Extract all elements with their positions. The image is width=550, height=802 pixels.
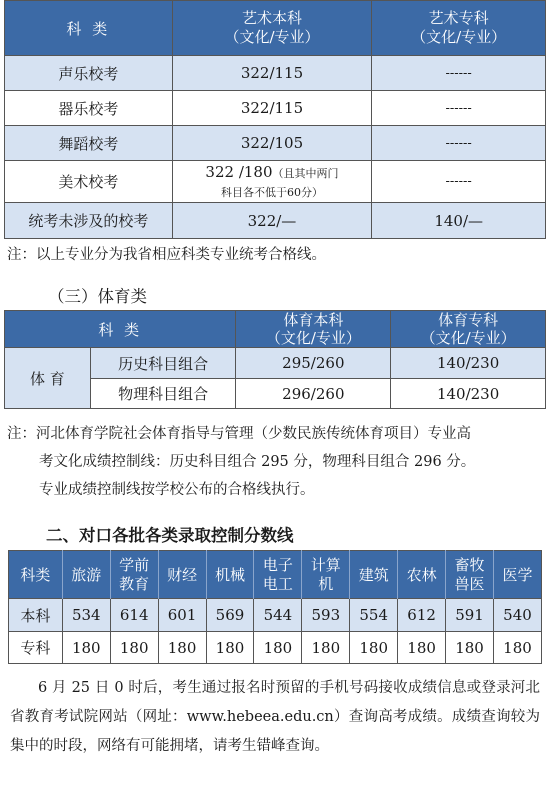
header-col-text: 财经	[167, 566, 198, 584]
header-col-text: 建筑	[358, 566, 389, 584]
header-col	[62, 551, 110, 599]
score-query-paragraph: 6 月 25 日 0 时后，考生通过报名时预留的手机号码接收成绩信息或登录河北省教育考试院网站（网址：www.hebeea.edu.cn）查询高考成绩。成绩查询较为集中的时段，网络有可能拥堵，请考生错峰查询。	[10, 680, 540, 754]
header-art-ben	[172, 1, 372, 56]
header-col	[398, 551, 446, 599]
row-value: 614	[110, 599, 158, 632]
header-col	[158, 551, 206, 599]
row-value: 180	[62, 632, 110, 664]
header-col-text: 医学	[502, 566, 533, 584]
row-zhuan: ------	[445, 174, 472, 189]
row-subject: 美术校考	[5, 161, 173, 203]
header-sports-zhuan	[391, 311, 546, 348]
table-row	[5, 126, 546, 161]
sports-category: 体 育	[5, 348, 91, 409]
header-subject: 科 类	[5, 311, 236, 348]
row-ben-note: （且其中两门	[272, 166, 339, 180]
header-col-text: 机械	[214, 566, 245, 584]
sports-score-table	[4, 310, 546, 409]
header-col	[302, 551, 350, 599]
header-art-ben-sub: （文化/专业）	[224, 28, 320, 46]
row-value: 593	[302, 599, 350, 632]
sports-note-line: 专业成绩控制线按学校公布的合格线执行。	[39, 482, 315, 498]
header-col-text: 旅游	[71, 566, 102, 584]
row-value: 180	[302, 632, 350, 664]
row-zhuan: 140/230	[391, 379, 546, 409]
header-col-text: 学前	[119, 555, 150, 574]
header-col	[254, 551, 302, 599]
row-value: 544	[254, 599, 302, 632]
art-table-header	[5, 1, 546, 56]
duikou-score-table	[8, 550, 542, 664]
row-value: 180	[398, 632, 446, 664]
row-combo: 历史科目组合	[90, 348, 236, 379]
row-ben: 322/—	[172, 203, 372, 239]
row-ben: 295/260	[236, 348, 391, 379]
row-value: 180	[503, 638, 532, 657]
row-value: 540	[503, 606, 532, 624]
row-ben: 322/115	[172, 56, 372, 91]
row-value: 534	[62, 599, 110, 632]
row-ben-value: 322 /180	[205, 162, 273, 181]
table-row	[9, 632, 542, 664]
art-note: 注：以上专业分为我省相应科类专业统考合格线。	[7, 247, 326, 263]
sports-heading: （三）体育类	[48, 287, 147, 306]
art-score-table	[4, 0, 546, 239]
header-col	[110, 551, 158, 599]
row-ben-line1	[173, 162, 372, 183]
header-col-text: 电子	[262, 555, 293, 574]
row-ben: 296/260	[236, 379, 391, 409]
row-value: 180	[110, 632, 158, 664]
row-value: 591	[446, 599, 494, 632]
header-col	[350, 551, 398, 599]
row-zhuan: 140/—	[434, 211, 483, 230]
row-ben	[172, 161, 372, 203]
row-label: 专科	[9, 632, 63, 664]
sports-note-line: 考文化成绩控制线：历史科目组合 295 分，物理科目组合 296 分。	[39, 454, 476, 470]
row-ben-note-line2: 科目各不低于60分）	[220, 185, 323, 199]
header-sports-ben-title: 体育本科	[283, 311, 344, 329]
header-col-text: 农林	[406, 566, 437, 584]
row-ben: 322/105	[172, 126, 372, 161]
sports-table-header	[5, 311, 546, 348]
header-category: 科类	[9, 551, 63, 599]
row-subject: 统考未涉及的校考	[5, 203, 173, 239]
header-art-zhuan-sub: （文化/专业）	[411, 28, 507, 46]
header-art-ben-title: 艺术本科	[241, 9, 302, 27]
header-sports-ben-sub: （文化/专业）	[265, 329, 361, 347]
row-value: 554	[350, 599, 398, 632]
table-row	[5, 348, 546, 379]
table-row	[5, 56, 546, 91]
header-art-zhuan	[372, 1, 546, 56]
header-art-zhuan-title: 艺术专科	[428, 9, 489, 27]
row-value: 601	[158, 599, 206, 632]
row-zhuan: ------	[445, 65, 472, 81]
table-row	[9, 599, 542, 632]
sports-note	[7, 420, 547, 504]
row-value: 180	[206, 632, 254, 664]
header-sports-zhuan-title: 体育专科	[438, 311, 499, 329]
header-col-text: 电工	[262, 574, 293, 593]
row-value: 612	[398, 599, 446, 632]
header-sports-zhuan-sub: （文化/专业）	[420, 329, 516, 347]
header-col	[206, 551, 254, 599]
header-col-text: 计算	[310, 555, 341, 574]
row-value: 180	[446, 632, 494, 664]
row-value: 569	[206, 599, 254, 632]
header-col-text: 兽医	[454, 574, 485, 593]
row-subject: 声乐校考	[5, 56, 173, 91]
row-zhuan: 140/230	[391, 348, 546, 379]
row-value: 180	[158, 632, 206, 664]
table-row	[5, 203, 546, 239]
header-subject: 科 类	[5, 1, 173, 56]
row-ben: 322/115	[172, 91, 372, 126]
row-value: 180	[350, 632, 398, 664]
sports-note-line: 注：河北体育学院社会体育指导与管理（少数民族传统体育项目）专业高	[7, 426, 471, 442]
duikou-heading: 二、对口各批各类录取控制分数线	[46, 526, 294, 545]
row-zhuan: ------	[445, 135, 472, 151]
row-zhuan: ------	[445, 100, 472, 116]
header-col-text: 机	[318, 574, 334, 593]
duikou-table-header	[9, 551, 542, 599]
row-subject: 器乐校考	[5, 91, 173, 126]
header-col-text: 教育	[119, 574, 150, 593]
header-col	[493, 551, 541, 599]
row-label: 本科	[9, 599, 63, 632]
row-value: 180	[254, 632, 302, 664]
table-row	[5, 91, 546, 126]
table-row	[5, 161, 546, 203]
header-col	[446, 551, 494, 599]
header-col-text: 畜牧	[454, 555, 485, 574]
row-combo: 物理科目组合	[90, 379, 236, 409]
header-sports-ben	[236, 311, 391, 348]
row-subject: 舞蹈校考	[5, 126, 173, 161]
